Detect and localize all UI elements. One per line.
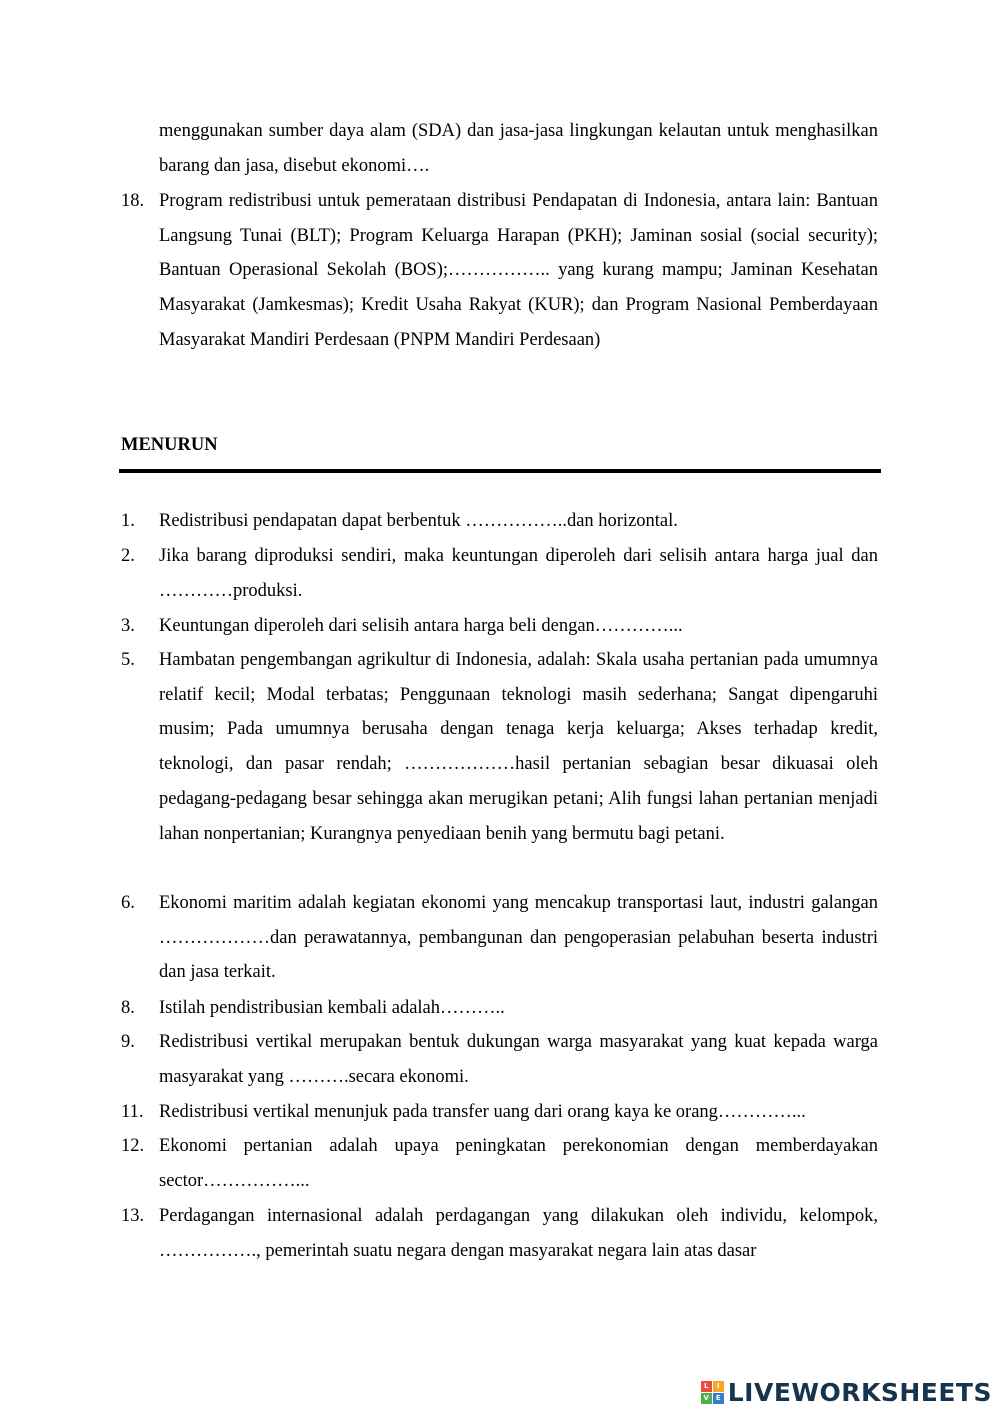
item-9 (0, 1025, 1000, 1094)
question-18 (0, 184, 1000, 358)
item-5 (0, 643, 1000, 851)
item-8 (0, 991, 1000, 1026)
item-text: Ekonomi pertanian adalah upaya peningkatan perekonomian dengan memberdayakan sector……………... (159, 1136, 878, 1191)
item-number: 13. (121, 1206, 145, 1226)
item-text: Redistribusi vertikal menunjuk pada transfer uang dari orang kaya ke orang…………... (159, 1102, 806, 1122)
mark-letter-i: I (713, 1381, 724, 1392)
question-text: Program redistribusi untuk pemerataan distribusi Pendapatan di Indonesia, antara lain: Bantuan Langsung Tunai (BLT); Program Keluarga Harapan (PKH); Jaminan sosial (social security); Bantuan Operasional Sekolah (BOS);…………….. yang kurang mampu; Jaminan Kesehatan Masyarakat (Jamkesmas); Kredit Usaha Rakyat (KUR); dan Program Nasional Pemberdayaan Masyarakat Mandiri Perdesaan (PNPM Mandiri Perdesaan) (159, 191, 878, 350)
item-number: 9. (121, 1032, 135, 1052)
liveworksheets-mark-icon (701, 1381, 724, 1404)
item-text: Redistribusi pendapatan dapat berbentuk ……………..dan horizontal. (159, 511, 678, 531)
continued-question (0, 114, 1000, 183)
liveworksheets-logo (701, 1375, 992, 1409)
item-6 (0, 886, 1000, 990)
item-number: 2. (121, 546, 135, 566)
item-number: 11. (121, 1102, 144, 1122)
item-number: 1. (121, 511, 135, 531)
item-text: Istilah pendistribusian kembali adalah……….. (159, 998, 505, 1018)
item-text: Keuntungan diperoleh dari selisih antara harga beli dengan…………... (159, 616, 683, 636)
section-divider (119, 469, 881, 473)
item-3 (0, 609, 1000, 644)
question-number: 18. (121, 191, 145, 211)
item-12 (0, 1129, 1000, 1198)
item-number: 6. (121, 893, 135, 913)
item-1 (0, 504, 1000, 539)
mark-letter-l: L (701, 1381, 712, 1392)
liveworksheets-wordmark: LIVEWORKSHEETS (727, 1377, 992, 1407)
item-text: Redistribusi vertikal merupakan bentuk dukungan warga masyarakat yang kuat kepada warga masyarakat yang ……….secara ekonomi. (159, 1032, 878, 1087)
item-text: Ekonomi maritim adalah kegiatan ekonomi yang mencakup transportasi laut, industri galangan ………………dan perawatannya, pembangunan dan pengoperasian pelabuhan beserta industri dan jasa terkait. (159, 893, 878, 983)
item-text: Perdagangan internasional adalah perdagangan yang dilakukan oleh individu, kelompok, ……………., pemerintah suatu negara dengan masyarakat negara lain atas dasar (159, 1206, 878, 1261)
item-number: 3. (121, 616, 135, 636)
item-number: 8. (121, 998, 135, 1018)
item-11 (0, 1095, 1000, 1130)
continued-question-text: menggunakan sumber daya alam (SDA) dan jasa-jasa lingkungan kelautan untuk menghasilkan barang dan jasa, disebut ekonomi…. (159, 121, 878, 176)
item-13 (0, 1199, 1000, 1268)
item-number: 12. (121, 1136, 145, 1156)
item-text: Jika barang diproduksi sendiri, maka keuntungan diperoleh dari selisih antara harga jual dan …………produksi. (159, 546, 878, 601)
section-heading: MENURUN (121, 435, 218, 455)
item-number: 5. (121, 650, 135, 670)
mark-letter-v: V (701, 1393, 712, 1404)
item-2 (0, 539, 1000, 608)
mark-letter-e: E (713, 1393, 724, 1404)
item-text: Hambatan pengembangan agrikultur di Indonesia, adalah: Skala usaha pertanian pada umumnya relatif kecil; Modal terbatas; Penggunaan teknologi masih sederhana; Sangat dipengaruhi musim; Pada umumnya berusaha dengan tenaga kerja keluarga; Akses terhadap kredit, teknologi, dan pasar rendah; ………………hasil pertanian sebagian besar dikuasai oleh pedagang-pedagang besar sehingga akan merugikan petani; Alih fungsi lahan pertanian menjadi lahan nonpertanian; Kurangnya penyediaan benih yang bermutu bagi petani. (159, 650, 878, 844)
